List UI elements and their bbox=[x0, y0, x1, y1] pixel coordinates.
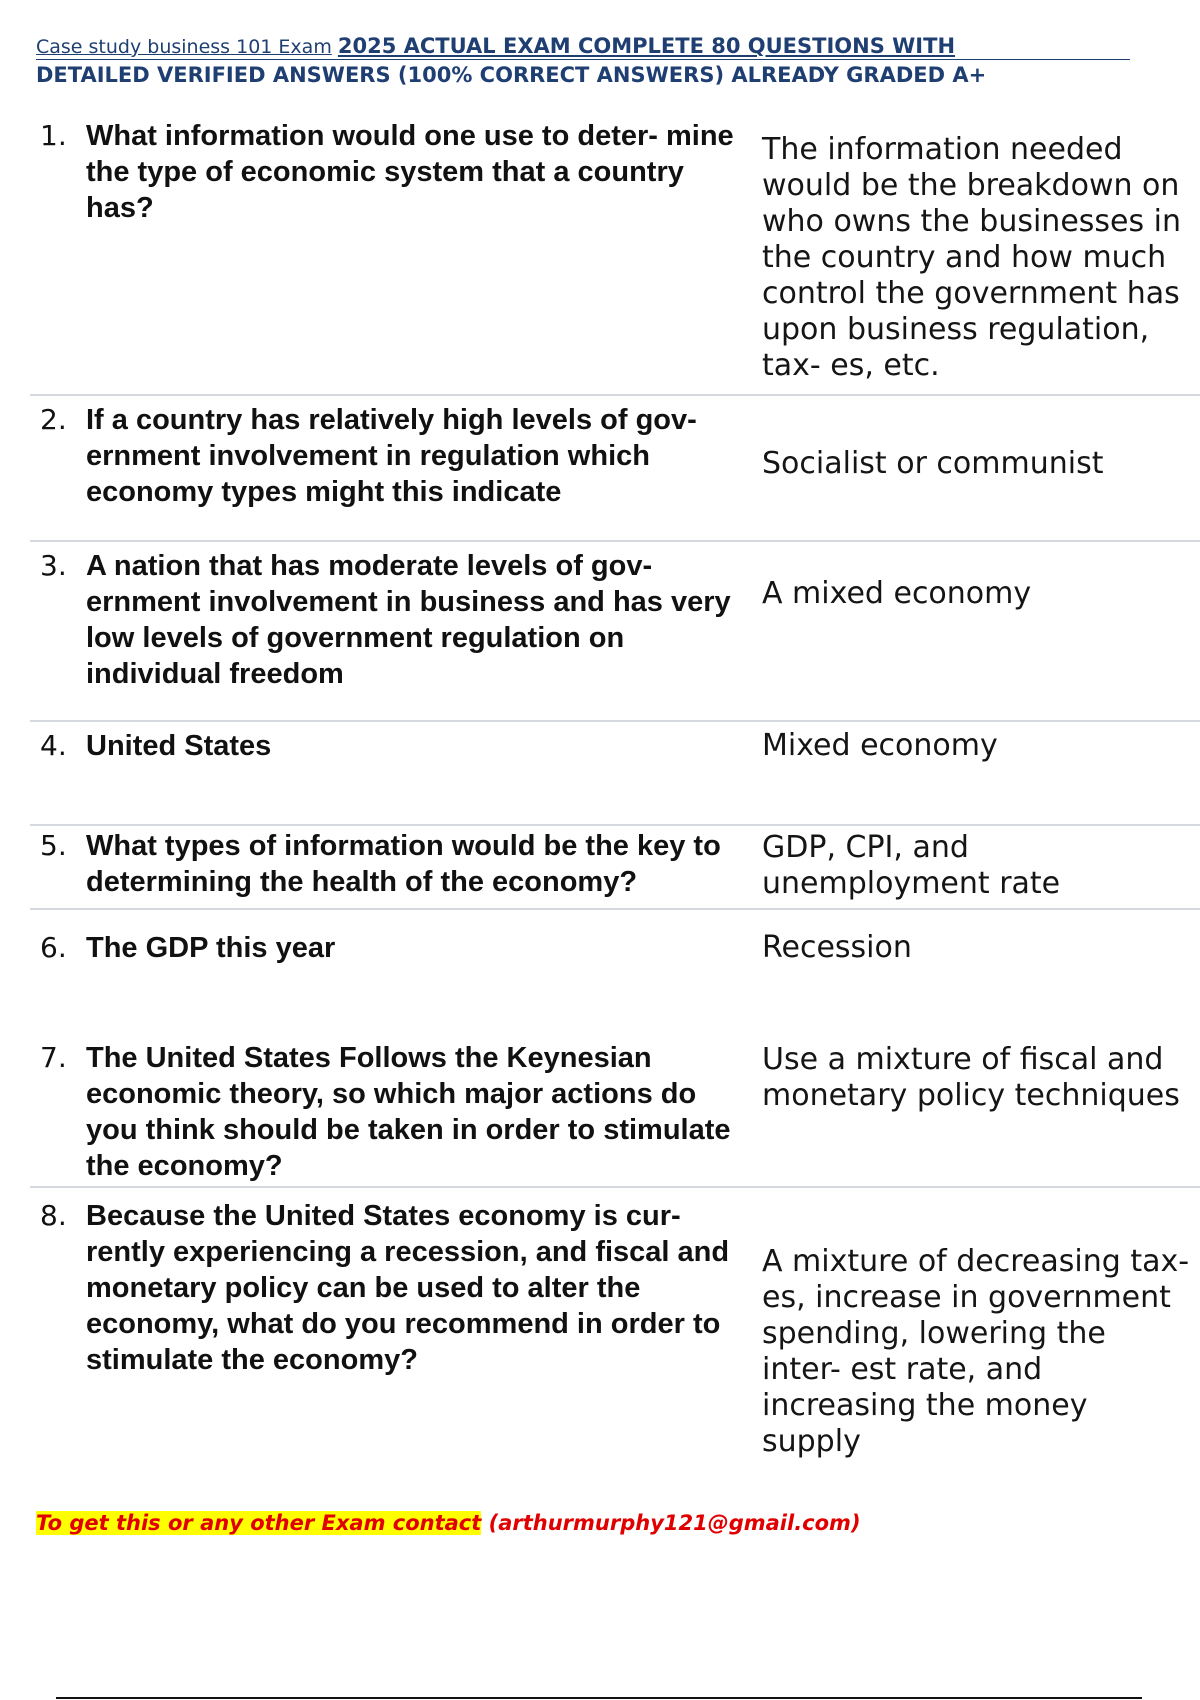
header-title-line-1 bbox=[36, 34, 1130, 60]
question-text: The GDP this year bbox=[86, 932, 336, 964]
question-number: 4. bbox=[40, 729, 67, 762]
question-number: 8. bbox=[40, 1199, 67, 1232]
qa-item-1 bbox=[30, 118, 1200, 396]
contact-email-link[interactable]: (arthurmurphy121@gmail.com) bbox=[488, 1511, 861, 1535]
qa-list bbox=[30, 118, 1200, 1468]
answer-text: GDP, CPI, and unemployment rate bbox=[762, 830, 1061, 901]
answer-text: The information needed would be the breakdown on who owns the businesses in the country and how much control the government has upon business regulation, tax- es, etc. bbox=[762, 132, 1182, 383]
question-number: 6. bbox=[40, 931, 67, 964]
question-number: 1. bbox=[40, 119, 67, 152]
answer-text: A mixed economy bbox=[762, 576, 1032, 611]
question-number: 3. bbox=[40, 549, 67, 582]
contact-highlight-text: To get this or any other Exam contact bbox=[36, 1511, 482, 1535]
page-bottom-rule bbox=[56, 1697, 1142, 1699]
question-number: 5. bbox=[40, 829, 67, 862]
answer-text: A mixture of decreasing tax- es, increase in government spending, lowering the inter- est rate, and increasing the money supply bbox=[762, 1244, 1190, 1459]
question-number: 7. bbox=[40, 1041, 67, 1074]
qa-item-3 bbox=[30, 548, 1200, 722]
answer-text: Socialist or communist bbox=[762, 446, 1104, 481]
question-text: United States bbox=[86, 730, 272, 762]
answer-text: Recession bbox=[762, 930, 912, 965]
question-text: The United States Follows the Keynesian economic theory, so which major actions do you think should be taken in order to stimulate the economy? bbox=[86, 1042, 731, 1182]
question-text: If a country has relatively high levels of gov- ernment involvement in regulation which economy types might this indicate bbox=[86, 404, 697, 508]
header-title-line-2: DETAILED VERIFIED ANSWERS (100% CORRECT ANSWERS) ALREADY GRADED A+ bbox=[36, 63, 987, 87]
answer-text: Mixed economy bbox=[762, 728, 998, 763]
qa-item-5 bbox=[30, 828, 1200, 910]
header-title-lead: Case study business 101 Exam bbox=[36, 36, 332, 58]
question-text: What types of information would be the key to determining the health of the economy? bbox=[86, 830, 721, 898]
question-number: 2. bbox=[40, 403, 67, 436]
question-text: What information would one use to deter- mine the type of economic system that a country has? bbox=[86, 120, 734, 224]
question-text: Because the United States economy is cur- rently experiencing a recession, and fiscal and monetary policy can be used to alter the economy, what do you recommend in order to stimulate the economy? bbox=[86, 1200, 730, 1376]
qa-item-6 bbox=[30, 930, 1200, 1040]
qa-item-2 bbox=[30, 402, 1200, 542]
qa-item-7 bbox=[30, 1040, 1200, 1188]
qa-item-4 bbox=[30, 728, 1200, 826]
qa-item-8 bbox=[30, 1198, 1200, 1468]
header-title-bold: 2025 ACTUAL EXAM COMPLETE 80 QUESTIONS WITH bbox=[337, 34, 956, 58]
document-header bbox=[36, 34, 1130, 90]
contact-footer bbox=[36, 1510, 861, 1536]
answer-text: Use a mixture of fiscal and monetary policy techniques bbox=[762, 1042, 1180, 1113]
question-text: A nation that has moderate levels of gov- ernment involvement in business and has very low levels of government regulation on individual freedom bbox=[86, 550, 731, 690]
